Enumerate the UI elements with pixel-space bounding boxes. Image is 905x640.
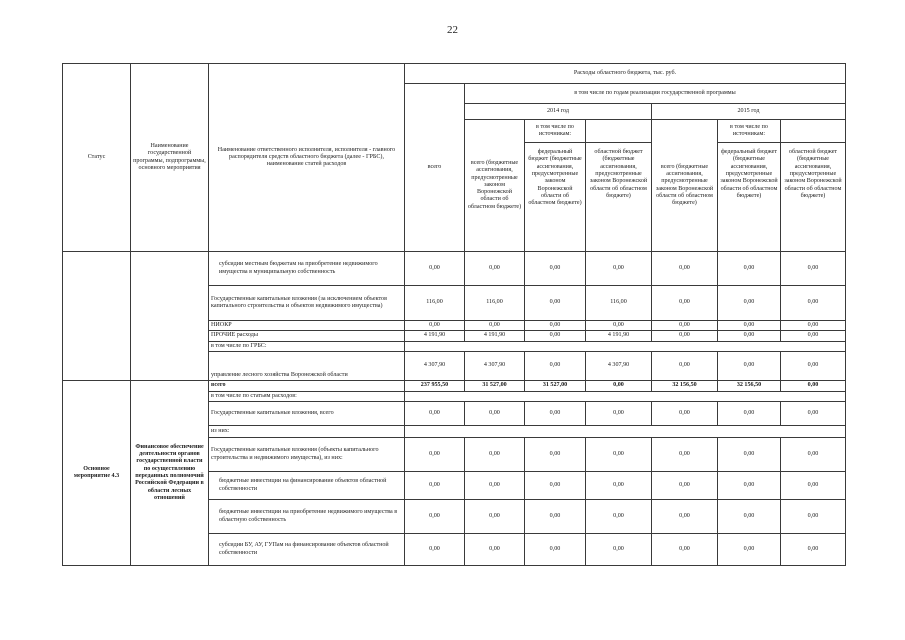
cell-regional-2014: 116,00 xyxy=(586,286,652,321)
group1-name-cell xyxy=(131,252,209,381)
row-empty-values xyxy=(405,391,846,401)
cell-total-2014: 0,00 xyxy=(465,500,525,534)
cell-regional-2014: 0,00 xyxy=(586,472,652,500)
cell-regional-2014: 0,00 xyxy=(586,380,652,391)
cell-federal-2015: 0,00 xyxy=(718,438,781,472)
cell-total: 0,00 xyxy=(405,402,465,426)
cell-federal-2014: 0,00 xyxy=(525,331,586,341)
cell-total-2015: 0,00 xyxy=(652,534,718,566)
row-label: управление лесного хозяйства Воронежской области xyxy=(209,351,405,380)
row-label: Государственные капитальные вложения, всего xyxy=(209,402,405,426)
row-label: субсидии БУ, АУ, ГУПам на финансирование объектов областной собственности xyxy=(209,534,405,566)
cell-federal-2014: 0,00 xyxy=(525,500,586,534)
budget-table xyxy=(62,63,846,566)
cell-total: 116,00 xyxy=(405,286,465,321)
header-year-2014: 2014 год xyxy=(465,104,652,120)
cell-regional-2014: 4 307,90 xyxy=(586,351,652,380)
cell-federal-2015: 0,00 xyxy=(718,252,781,286)
cell-federal-2015: 0,00 xyxy=(718,402,781,426)
cell-federal-2014: 0,00 xyxy=(525,286,586,321)
header-regional-2014-label: областной бюджет (бюджетные ассигнования, предусмотренные законом Воронежской области об областном бюджете) xyxy=(589,149,648,199)
row-label: Государственные капитальные вложения (за исключением объектов капитального строительства и объектов недвижимого имущества) xyxy=(209,286,405,321)
cell-total-2014: 0,00 xyxy=(465,438,525,472)
cell-regional-2015: 0,00 xyxy=(781,331,846,341)
cell-federal-2015: 32 156,50 xyxy=(718,380,781,391)
row-empty-values xyxy=(405,341,846,351)
cell-federal-2014: 31 527,00 xyxy=(525,380,586,391)
group2-status: Основное мероприятие 4.3 xyxy=(63,380,131,565)
cell-total-2015: 0,00 xyxy=(652,351,718,380)
header-regional-2015 xyxy=(781,120,846,252)
cell-total: 0,00 xyxy=(405,472,465,500)
cell-regional-2014: 0,00 xyxy=(586,321,652,331)
table-row xyxy=(63,252,846,286)
cell-federal-2015: 0,00 xyxy=(718,331,781,341)
row-label: Государственные капитальные вложения (объекты капитального строительства и недвижимого имущества), из них: xyxy=(209,438,405,472)
row-label: всего xyxy=(209,380,405,391)
cell-total-2014: 0,00 xyxy=(465,534,525,566)
group2-name: Финансовое обеспечение деятельности органов государственной власти по осуществлению переданных полномочий Российской Федерации в области лесных отношений xyxy=(131,380,209,565)
header-total-budget-2014: всего (бюджетные ассигнования, предусмотренные законом Воронежской области об областном бюджете) xyxy=(465,120,525,252)
header-federal-2014-label: федеральный бюджет (бюджетные ассигнования, предусмотренные законом Воронежской области об областном бюджете) xyxy=(528,149,582,207)
cell-total: 4 307,90 xyxy=(405,351,465,380)
cell-total: 0,00 xyxy=(405,438,465,472)
cell-total: 237 955,50 xyxy=(405,380,465,391)
cell-total-2014: 4 307,90 xyxy=(465,351,525,380)
cell-regional-2014: 4 191,90 xyxy=(586,331,652,341)
cell-total-2015: 0,00 xyxy=(652,252,718,286)
group1-status-cell xyxy=(63,252,131,381)
cell-total-2015: 0,00 xyxy=(652,331,718,341)
header-regional-2015-label: областной бюджет (бюджетные ассигнования, предусмотренные законом Воронежской области об областном бюджете) xyxy=(784,149,842,199)
table-row xyxy=(63,380,846,391)
cell-total-2015: 0,00 xyxy=(652,500,718,534)
cell-federal-2015: 0,00 xyxy=(718,534,781,566)
cell-total-2014: 0,00 xyxy=(465,402,525,426)
cell-federal-2015: 0,00 xyxy=(718,351,781,380)
cell-total-2015: 0,00 xyxy=(652,321,718,331)
cell-regional-2015: 0,00 xyxy=(781,351,846,380)
cell-federal-2015: 0,00 xyxy=(718,500,781,534)
cell-total: 0,00 xyxy=(405,252,465,286)
cell-total-2014: 4 191,90 xyxy=(465,331,525,341)
cell-federal-2015: 0,00 xyxy=(718,286,781,321)
cell-total-2015: 32 156,50 xyxy=(652,380,718,391)
table-body xyxy=(63,252,846,566)
row-label: в том числе по статьям расходов: xyxy=(209,391,405,401)
cell-regional-2014: 0,00 xyxy=(586,438,652,472)
cell-total-2014: 0,00 xyxy=(465,321,525,331)
header-by-years: в том числе по годам реализации государственной программы xyxy=(465,84,846,104)
row-empty-values xyxy=(405,426,846,438)
cell-federal-2014: 0,00 xyxy=(525,321,586,331)
cell-total: 0,00 xyxy=(405,500,465,534)
row-label: НИОКР xyxy=(209,321,405,331)
cell-regional-2014: 0,00 xyxy=(586,500,652,534)
row-label: из них: xyxy=(209,426,405,438)
row-label: субсидии местным бюджетам на приобретение недвижимого имущества в муниципальную собственность xyxy=(209,252,405,286)
header-federal-2015 xyxy=(718,120,781,252)
header-by-sources-2015: в том числе по источникам: xyxy=(718,120,780,143)
cell-regional-2015: 0,00 xyxy=(781,534,846,566)
header-sources-spacer-2015 xyxy=(781,120,845,143)
cell-regional-2015: 0,00 xyxy=(781,286,846,321)
row-label: бюджетные инвестиции на финансирование объектов областной собственности xyxy=(209,472,405,500)
cell-total-2015: 0,00 xyxy=(652,286,718,321)
cell-total-2015: 0,00 xyxy=(652,472,718,500)
row-label: ПРОЧИЕ расходы xyxy=(209,331,405,341)
cell-regional-2015: 0,00 xyxy=(781,472,846,500)
cell-regional-2015: 0,00 xyxy=(781,252,846,286)
table-header xyxy=(63,64,846,252)
cell-federal-2014: 0,00 xyxy=(525,402,586,426)
row-label: в том числе по ГРБС: xyxy=(209,341,405,351)
row-label: бюджетные инвестиции на приобретение недвижимого имущества в областную собственность xyxy=(209,500,405,534)
cell-regional-2015: 0,00 xyxy=(781,321,846,331)
header-sources-spacer-2014 xyxy=(586,120,651,143)
cell-regional-2015: 0,00 xyxy=(781,438,846,472)
cell-total-2015: 0,00 xyxy=(652,402,718,426)
cell-federal-2014: 0,00 xyxy=(525,472,586,500)
cell-federal-2014: 0,00 xyxy=(525,351,586,380)
header-by-sources-2014: в том числе по источникам: xyxy=(525,120,585,143)
cell-total-2014: 31 527,00 xyxy=(465,380,525,391)
cell-federal-2014: 0,00 xyxy=(525,534,586,566)
header-total: всего xyxy=(405,84,465,252)
cell-total-2014: 0,00 xyxy=(465,252,525,286)
cell-total-2014: 116,00 xyxy=(465,286,525,321)
header-year-2015: 2015 год xyxy=(652,104,846,120)
header-expenses-title: Расходы областного бюджета, тыс. руб. xyxy=(405,64,846,84)
page-number: 22 xyxy=(447,24,458,36)
header-executor: Наименование ответственного исполнителя, исполнителя - главного распорядителя средств областного бюджета (далее - ГРБС), наименование статей расходов xyxy=(209,64,405,252)
cell-total-2015: 0,00 xyxy=(652,438,718,472)
cell-total: 0,00 xyxy=(405,321,465,331)
header-federal-2014 xyxy=(525,120,586,252)
header-federal-2015-label: федеральный бюджет (бюджетные ассигнования, предусмотренные законом Воронежской области об областном бюджете) xyxy=(720,149,778,199)
cell-federal-2015: 0,00 xyxy=(718,321,781,331)
header-total-budget-2015: всего (бюджетные ассигнования, предусмотренные законом Воронежской области об областном бюджете) xyxy=(652,120,718,252)
header-program-name: Наименование государственной программы, подпрограммы, основного мероприятия xyxy=(131,64,209,252)
cell-total: 4 191,90 xyxy=(405,331,465,341)
cell-federal-2014: 0,00 xyxy=(525,252,586,286)
header-status: Статус xyxy=(63,64,131,252)
cell-federal-2014: 0,00 xyxy=(525,438,586,472)
cell-regional-2014: 0,00 xyxy=(586,534,652,566)
cell-regional-2015: 0,00 xyxy=(781,380,846,391)
cell-regional-2015: 0,00 xyxy=(781,500,846,534)
cell-regional-2015: 0,00 xyxy=(781,402,846,426)
cell-total: 0,00 xyxy=(405,534,465,566)
cell-regional-2014: 0,00 xyxy=(586,402,652,426)
cell-regional-2014: 0,00 xyxy=(586,252,652,286)
header-regional-2014 xyxy=(586,120,652,252)
cell-federal-2015: 0,00 xyxy=(718,472,781,500)
cell-total-2014: 0,00 xyxy=(465,472,525,500)
